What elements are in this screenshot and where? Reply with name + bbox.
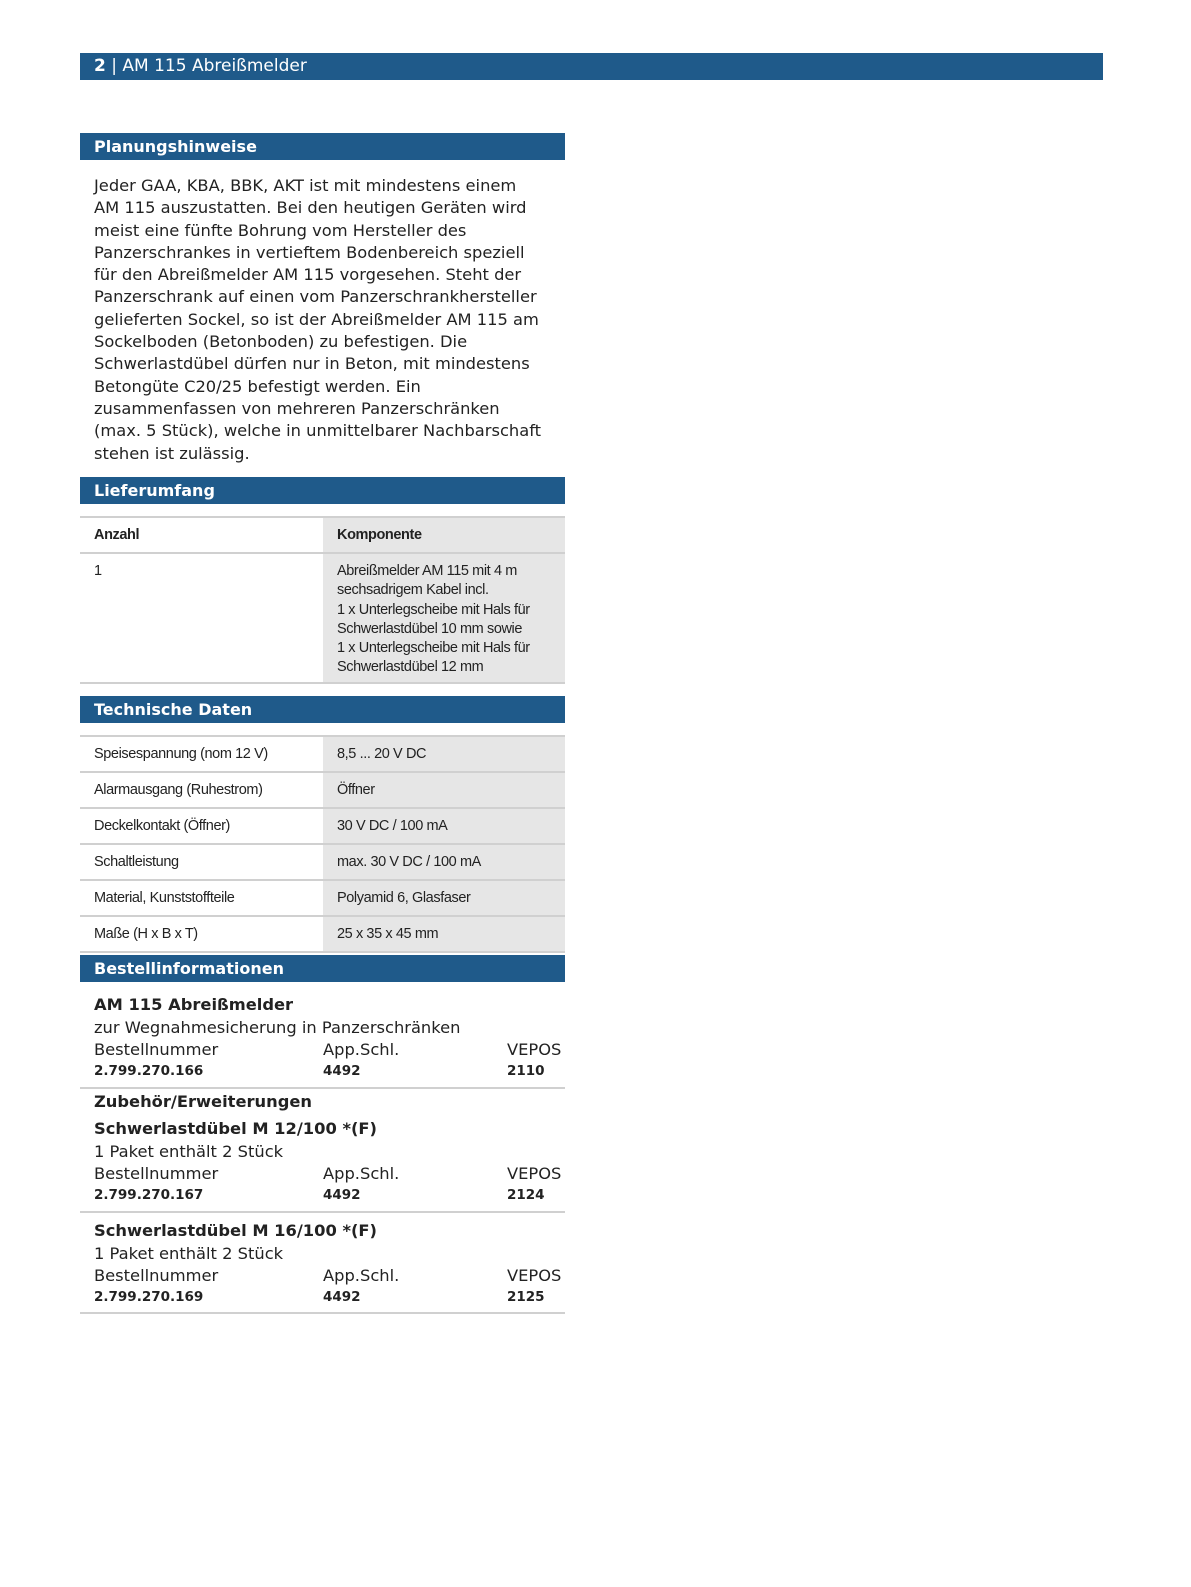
section-heading-tech: Technische Daten <box>80 696 565 723</box>
product-name: Schwerlastdübel M 16/100 *(F) <box>94 1221 377 1240</box>
tech-value: Polyamid 6, Glasfaser <box>323 880 565 916</box>
app-key-label: App.Schl. <box>323 1164 400 1183</box>
planning-line: AM 115 auszustatten. Bei den heutigen Geräten wird <box>94 198 527 218</box>
column-header-quantity: Anzahl <box>80 517 323 553</box>
order-number-label: Bestellnummer <box>94 1040 219 1059</box>
tech-value: max. 30 V DC / 100 mA <box>323 844 565 880</box>
tech-table <box>80 735 565 953</box>
component-line: Schwerlastdübel 12 mm <box>337 659 484 676</box>
table-row <box>80 880 565 916</box>
vepos-label: VEPOS <box>507 1164 562 1183</box>
divider <box>80 1312 565 1314</box>
section-heading-planning: Planungshinweise <box>80 133 565 160</box>
column-header-component: Komponente <box>323 517 565 553</box>
divider <box>80 1087 565 1089</box>
tech-label: Alarmausgang (Ruhestrom) <box>80 772 323 808</box>
section-heading-order: Bestellinformationen <box>80 955 565 982</box>
table-row <box>80 736 565 772</box>
document-title: AM 115 Abreißmelder <box>122 56 307 76</box>
tech-label: Schaltleistung <box>80 844 323 880</box>
cell-quantity: 1 <box>80 553 323 683</box>
cell-component <box>323 553 565 683</box>
section-heading-delivery: Lieferumfang <box>80 477 565 504</box>
planning-line: für den Abreißmelder AM 115 vorgesehen. Steht der <box>94 265 522 285</box>
planning-line: stehen ist zulässig. <box>94 443 250 463</box>
product-name: Schwerlastdübel M 12/100 *(F) <box>94 1119 377 1138</box>
delivery-table <box>80 516 565 684</box>
planning-line: zusammenfassen von mehreren Panzerschränken <box>94 398 500 418</box>
vepos-number: 2124 <box>507 1187 545 1203</box>
planning-line: meist eine fünfte Bohrung vom Hersteller des <box>94 220 467 240</box>
vepos-number: 2125 <box>507 1289 545 1305</box>
table-row <box>80 553 565 683</box>
product-description: 1 Paket enthält 2 Stück <box>94 1142 284 1161</box>
vepos-label: VEPOS <box>507 1040 562 1059</box>
vepos-label: VEPOS <box>507 1266 562 1285</box>
tech-value: Öffner <box>323 772 565 808</box>
planning-line: Jeder GAA, KBA, BBK, AKT ist mit mindestens einem <box>94 176 517 195</box>
accessories-heading: Zubehör/Erweiterungen <box>94 1092 312 1111</box>
planning-line: Betongüte C20/25 befestigt werden. Ein <box>94 376 421 396</box>
product-name: AM 115 Abreißmelder <box>94 995 294 1014</box>
product-description: zur Wegnahmesicherung in Panzerschränken <box>94 1018 461 1037</box>
tech-label: Deckelkontakt (Öffner) <box>80 808 323 844</box>
table-row <box>80 808 565 844</box>
table-row <box>80 772 565 808</box>
order-number-label: Bestellnummer <box>94 1266 219 1285</box>
header-separator: | <box>105 56 123 76</box>
table-header-row <box>80 517 565 553</box>
tech-value: 30 V DC / 100 mA <box>323 808 565 844</box>
planning-line: (max. 5 Stück), welche in unmittelbarer Nachbarschaft <box>94 421 542 441</box>
order-number: 2.799.270.166 <box>94 1063 204 1079</box>
app-key-label: App.Schl. <box>323 1266 400 1285</box>
vepos-number: 2110 <box>507 1063 545 1079</box>
tech-value: 8,5 ... 20 V DC <box>323 736 565 772</box>
divider <box>80 1211 565 1213</box>
app-key: 4492 <box>323 1063 361 1079</box>
page-number: 2 <box>94 56 106 76</box>
tech-value: 25 x 35 x 45 mm <box>323 916 565 952</box>
component-line: Abreißmelder AM 115 mit 4 m <box>337 563 517 579</box>
component-line: sechsadrigem Kabel incl. <box>337 582 489 599</box>
component-line: 1 x Unterlegscheibe mit Hals für <box>337 601 530 618</box>
product-description: 1 Paket enthält 2 Stück <box>94 1244 284 1263</box>
table-row <box>80 844 565 880</box>
planning-line: gelieferten Sockel, so ist der Abreißmelder AM 115 am <box>94 309 539 329</box>
planning-text <box>94 175 564 465</box>
component-line: Schwerlastdübel 10 mm sowie <box>337 620 523 637</box>
planning-line: Schwerlastdübel dürfen nur in Beton, mit mindestens <box>94 354 530 374</box>
order-number-label: Bestellnummer <box>94 1164 219 1183</box>
component-line: 1 x Unterlegscheibe mit Hals für <box>337 640 530 657</box>
app-key: 4492 <box>323 1187 361 1203</box>
app-key-label: App.Schl. <box>323 1040 400 1059</box>
planning-line: Panzerschrank auf einen vom Panzerschrankhersteller <box>94 287 537 307</box>
planning-line: Panzerschrankes in vertieftem Bodenbereich speziell <box>94 242 525 262</box>
planning-line: Sockelboden (Betonboden) zu befestigen. Die <box>94 332 468 352</box>
app-key: 4492 <box>323 1289 361 1305</box>
table-row <box>80 916 565 952</box>
order-number: 2.799.270.169 <box>94 1289 204 1305</box>
tech-label: Maße (H x B x T) <box>80 916 323 952</box>
page-header <box>80 53 1103 80</box>
order-number: 2.799.270.167 <box>94 1187 204 1203</box>
tech-label: Material, Kunststoffteile <box>80 880 323 916</box>
tech-label: Speisespannung (nom 12 V) <box>80 736 323 772</box>
